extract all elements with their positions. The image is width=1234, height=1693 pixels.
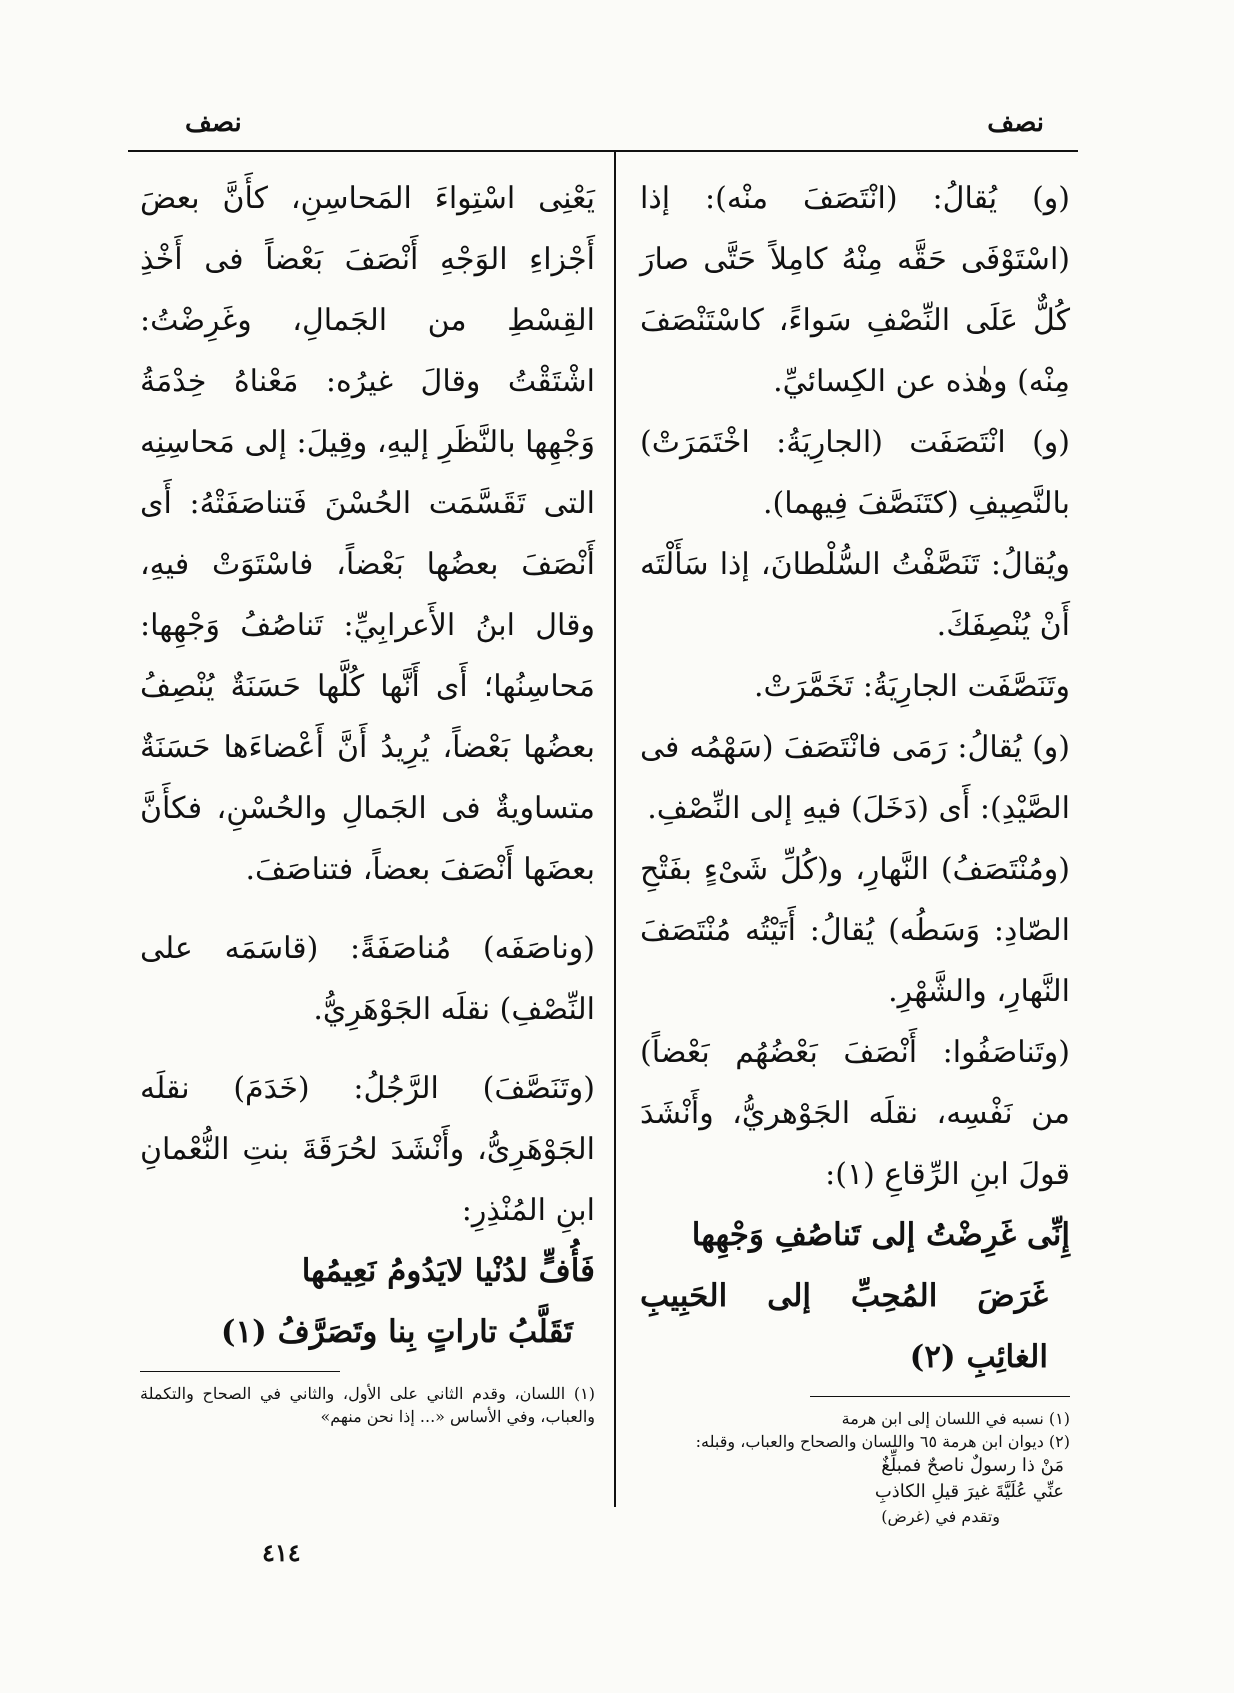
running-header-right: نصف (987, 108, 1044, 138)
footnote-rule (140, 1371, 340, 1372)
left-column (140, 168, 595, 1428)
footnote: (١) نسبه في اللسان إلى ابن هرمة (841, 1409, 1070, 1428)
header-rule (128, 150, 1078, 152)
footnote-verse: عنِّي عُلَيَّةَ غيرَ قيلِ الكاذبِ (874, 1481, 1064, 1502)
verse-line: فَأُفٍّ لدُنْيا لايَدُومُ نَعِيمُها (301, 1253, 595, 1289)
right-column (640, 168, 1070, 1528)
footnote: وتقدم في (غرض) (881, 1507, 1000, 1526)
entry-paragraph: ويُقالُ: تَنَصَّفْتُ السُّلْطانَ، إذا سَأَلْتَه أَنْ يُنْصِفَكَ. (640, 547, 1070, 643)
column-divider (614, 152, 616, 1507)
footnote: (١) اللسان، وقدم الثاني على الأول، والثاني في الصحاح والتكملة والعباب، وفي الأساس «... إذا نحن منهم» (140, 1384, 595, 1426)
page-number: ٤١٤ (262, 1538, 301, 1567)
entry-paragraph: (وناصَفَه) مُناصَفَةً: (قاسَمَه على النِّصْفِ) نقلَه الجَوْهَرِيُّ. (140, 931, 595, 1027)
footnote: (٢) ديوان ابن هرمة ٦٥ واللسان والصحاح والعباب، وقبله: (695, 1432, 1070, 1451)
verse-line: إِنِّى غَرِضْتُ إلى تَناصُفِ وَجْهِها (691, 1217, 1070, 1253)
footnote-verse: مَنْ ذا رسولٌ ناصحٌ فمبلِّغٌ (881, 1455, 1064, 1476)
entry-paragraph: (و) يُقالُ: رَمَى فانْتَصَفَ (سَهْمُه فى الصَّيْدِ): أَى (دَخَلَ) فيهِ إلى النِّصْفِ. (640, 730, 1070, 826)
verse-line: غَرَضَ المُحِبِّ إلى الحَبِيبِ الغائِبِ (٢) (640, 1278, 1048, 1375)
footnote-rule (810, 1396, 1070, 1397)
entry-paragraph: (و) انْتَصَفَت (الجارِيَةُ: اخْتَمَرَتْ) بالنَّصِيفِ (كتَنَصَّفَ فِيهما). (640, 425, 1070, 521)
entry-paragraph: يَعْنِى اسْتِواءَ المَحاسِنِ، كأَنَّ بعضَ أَجْزاءِ الوَجْهِ أَنْصَفَ بَعْضاً فى أَخْذِ القِسْطِ من الجَمالِ، وغَرِضْتُ: اشْتَقْتُ وقالَ غيرُه: مَعْناهُ خِدْمَةُ وَجْهِها بالنَّظَرِ إليهِ، وقِيلَ: إلى مَحاسِنِه التى تَقَسَّمَت الحُسْنَ فَتناصَفَتْهُ: أَى أَنْصَفَ بعضُها بَعْضاً، فاسْتَوَتْ فيهِ، وقال ابنُ الأَعرابِيِّ: تَناصُفُ وَجْهِها: مَحاسِنُها؛ أَى أَنَّها كُلَّها حَسَنَةٌ يُنْصِفُ بعضُها بَعْضاً، يُرِيدُ أَنَّ أَعْضاءَها حَسَنَةٌ متساويةٌ فى الجَمالِ والحُسْنِ، فكأَنَّ بعضَها أَنْصَفَ بعضاً، فتناصَفَ. (140, 181, 595, 887)
running-header-left: نصف (185, 108, 242, 138)
entry-paragraph: (وتَنَصَّفَ) الرَّجُلُ: (خَدَمَ) نقلَه الجَوْهَرِىُّ، وأَنْشَدَ لحُرَقَةَ بنتِ النُّعْمانِ ابنِ المُنْذِرِ: (140, 1071, 595, 1228)
verse-line: تَقَلَّبُ تاراتٍ بِنا وتَصَرَّفُ (١) (220, 1314, 573, 1350)
entry-paragraph: (وتَناصَفُوا: أَنْصَفَ بَعْضُهُم بَعْضاً) من نَفْسِه، نقلَه الجَوْهريُّ، وأَنْشَدَ قولَ ابنِ الرِّقاعِ (١): (640, 1035, 1070, 1192)
entry-paragraph: وتَنَصَّفَت الجارِيَةُ: تَخَمَّرَتْ. (753, 669, 1070, 704)
entry-paragraph: (و) يُقالُ: (انْتَصَفَ منْه): إذا (اسْتَوْفَى حَقَّه مِنْهُ كامِلاً حَتَّى صارَ كُلٌّ عَلَى النِّصْفِ سَواءً، كاسْتَنْصَفَ مِنْه) وهٰذه عن الكِسائيِّ. (640, 181, 1070, 399)
entry-paragraph: (ومُنْتَصَفُ) النَّهارِ، و(كُلِّ شَىْءٍ بفَتْحِ الصّادِ: وَسَطُه) يُقالُ: أَتَيْتُه مُنْتَصَفَ النَّهارِ، والشَّهْرِ. (640, 852, 1070, 1009)
